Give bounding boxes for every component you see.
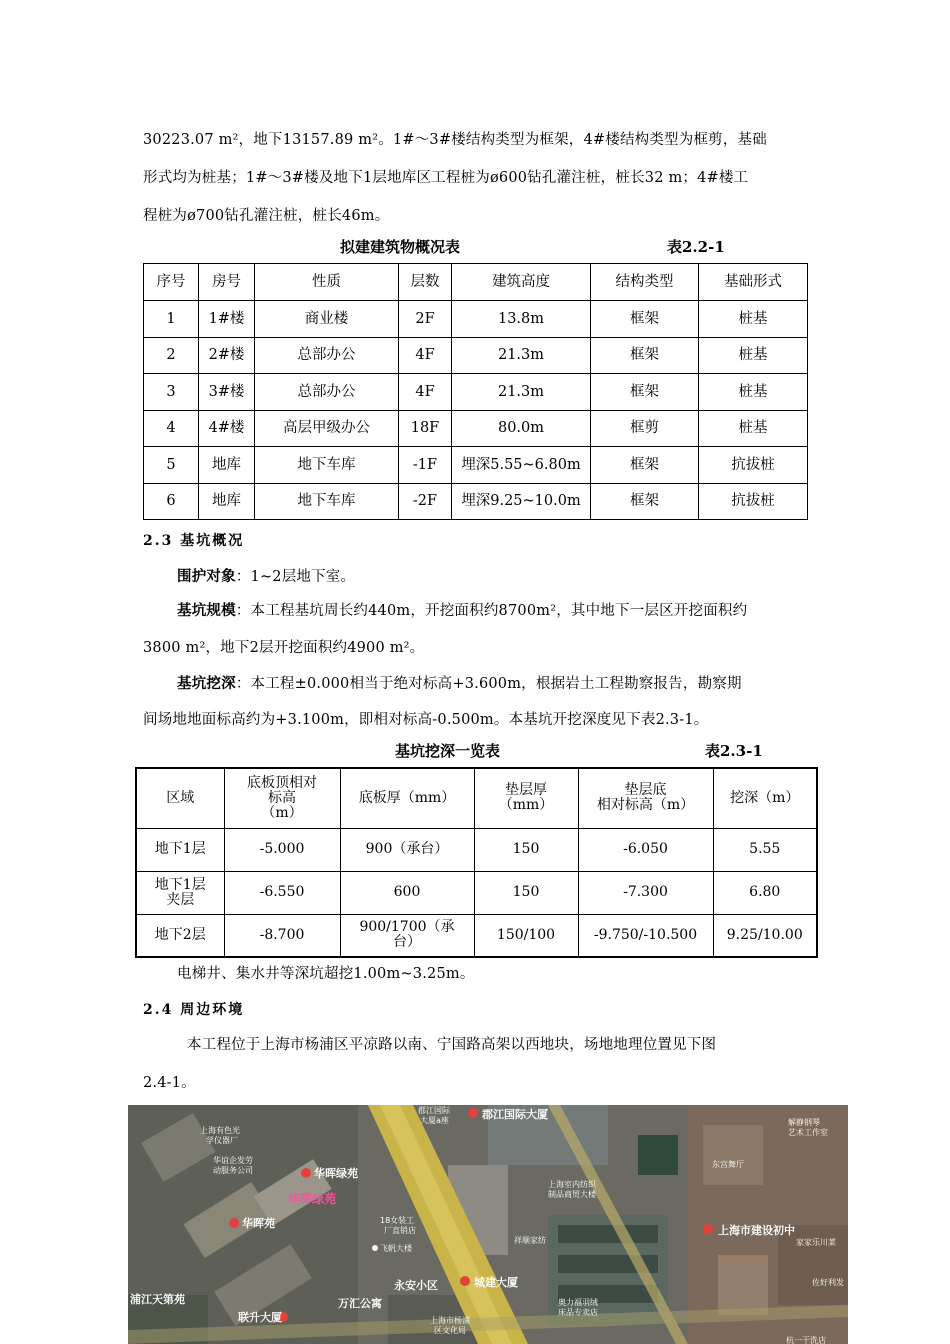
cell-line: 区域 <box>166 789 195 806</box>
cell-line: 600 <box>393 884 421 900</box>
table-cell <box>713 828 817 871</box>
map-label: 艺术工作室 <box>788 1128 828 1137</box>
cell-line: 150/100 <box>496 926 556 943</box>
table-cell <box>224 768 340 828</box>
table1-number: 表2.2-1 <box>667 238 725 256</box>
table-cell: 4F <box>399 337 452 374</box>
cell-line: 地下1层 <box>154 876 206 893</box>
map-label: 华晖苑 <box>242 1217 275 1230</box>
protection-target-label: 围护对象 <box>177 568 236 585</box>
table-cell: 6 <box>144 483 199 520</box>
table-cell <box>224 828 340 871</box>
map-label: 杭一干洗店 <box>786 1336 826 1344</box>
table-cell: -2F <box>399 483 452 520</box>
table-header-cell: 房号 <box>199 264 255 301</box>
map-label: 厂直销店 <box>384 1226 416 1235</box>
table-header-cell: 结构类型 <box>591 264 699 301</box>
cell-line: 900/1700（承 <box>359 919 455 936</box>
table-cell <box>578 828 713 871</box>
pit-scale-line-2: 3800 m²，地下2层开挖面积约4900 m²。 <box>143 640 425 656</box>
table-row <box>144 337 808 374</box>
cell-line: -7.300 <box>623 884 668 900</box>
map-label: 祥顺家纺 <box>514 1236 546 1245</box>
table-cell <box>224 871 340 914</box>
cell-line: -9.750/-10.500 <box>593 926 698 943</box>
table-row <box>136 828 817 871</box>
map-label: 万汇公寓 <box>338 1297 382 1310</box>
table-cell: 21.3m <box>452 374 591 411</box>
map-label: 学仪器厂 <box>206 1136 238 1145</box>
satellite-image <box>128 1105 848 1344</box>
table-cell: 4F <box>399 374 452 411</box>
table-row <box>144 447 808 484</box>
table-cell: 桩基 <box>699 337 808 374</box>
table-cell: 框架 <box>591 301 699 338</box>
table-cell: 2 <box>144 337 199 374</box>
table-cell: 框架 <box>591 337 699 374</box>
table-row <box>144 410 808 447</box>
map-label: 解静钢琴 <box>788 1118 820 1127</box>
cell-line: （m） <box>261 804 303 821</box>
map-label: 制品商贸大楼 <box>548 1190 596 1199</box>
map-label: 床品专卖店 <box>558 1308 598 1317</box>
table-cell: 1#楼 <box>199 301 255 338</box>
table-cell: 4#楼 <box>199 410 255 447</box>
map-label: 上海室内纺织 <box>548 1180 596 1189</box>
table-cell: 5 <box>144 447 199 484</box>
pit-scale-paragraph <box>177 599 747 620</box>
table-cell: 3#楼 <box>199 374 255 411</box>
cell-line: 标高 <box>268 789 296 806</box>
table-cell: 抗拔桩 <box>699 483 808 520</box>
pit-depth-table <box>135 767 818 958</box>
table-cell: 21.3m <box>452 337 591 374</box>
table-cell: 总部办公 <box>255 337 399 374</box>
table-cell: 地库 <box>199 447 255 484</box>
cell-line: -5.000 <box>259 841 305 857</box>
table-cell <box>340 768 474 828</box>
map-label: 华谊企发劳 <box>213 1156 253 1165</box>
table-cell <box>713 768 817 828</box>
pit-depth-text: ：本工程±0.000相当于绝对标高+3.600m，根据岩土工程勘察报告，勘察期 <box>235 676 742 692</box>
poi-marker-icon <box>460 1276 470 1286</box>
map-label: 联升大厦 <box>238 1311 282 1324</box>
poi-marker-icon <box>703 1224 713 1234</box>
table-header-row <box>136 768 817 828</box>
table-cell: 4 <box>144 410 199 447</box>
cell-line: 台） <box>393 934 421 951</box>
table-cell: 总部办公 <box>255 374 399 411</box>
table1-title: 拟建建筑物概况表 <box>340 238 461 256</box>
table-header-cell: 序号 <box>144 264 199 301</box>
cell-line: 底板顶相对 <box>247 774 317 791</box>
map-label: 动服务公司 <box>213 1166 253 1175</box>
table-cell: 框架 <box>591 374 699 411</box>
table2-title: 基坑挖深一览表 <box>395 742 501 760</box>
map-label: 家家乐川菜 <box>796 1238 836 1247</box>
table-header-cell: 基础形式 <box>699 264 808 301</box>
map-label: 上海有色光 <box>200 1126 240 1135</box>
table-cell <box>713 871 817 914</box>
cell-line: 5.55 <box>749 841 781 857</box>
cell-line: （mm） <box>498 797 554 814</box>
poi-marker-icon <box>372 1245 378 1251</box>
cell-line: 9.25/10.00 <box>726 926 803 943</box>
intro-line-3: 程桩为ø700钻孔灌注桩，桩长46m。 <box>143 208 390 224</box>
map-label: 上海市建设初中 <box>718 1224 795 1237</box>
poi-marker-icon <box>468 1108 478 1118</box>
map-label: 郡江国际 <box>418 1106 450 1115</box>
table-header-row <box>144 264 808 301</box>
surroundings-line-1: 本工程位于上海市杨浦区平凉路以南、宁国路高架以西地块，场地地理位置见下图 <box>187 1037 717 1053</box>
cell-line: 垫层厚 <box>505 782 547 799</box>
table-cell: 框架 <box>591 483 699 520</box>
table-row <box>144 483 808 520</box>
table-header-cell: 层数 <box>399 264 452 301</box>
table-cell: 桩基 <box>699 301 808 338</box>
table-cell: 桩基 <box>699 374 808 411</box>
intro-line-2: 形式均为桩基；1#～3#楼及地下1层地库区工程桩为ø600钻孔灌注桩，桩长32 m；4#楼工 <box>143 170 749 186</box>
table-cell: 地下车库 <box>255 483 399 520</box>
table-cell <box>474 768 578 828</box>
table2-number: 表2.3-1 <box>705 742 763 760</box>
table-cell <box>578 871 713 914</box>
table-cell: 埋深9.25~10.0m <box>452 483 591 520</box>
table-header-cell: 性质 <box>255 264 399 301</box>
table-cell <box>474 914 578 957</box>
pit-depth-paragraph <box>177 672 742 693</box>
pit-scale-text: ：本工程基坑周长约440m，开挖面积约8700m²，其中地下一层区开挖面积约 <box>235 603 748 619</box>
table-cell: 18F <box>399 410 452 447</box>
map-label: 华晖绿苑 <box>314 1167 358 1180</box>
cell-line: 地下2层 <box>154 926 206 943</box>
table-cell: -1F <box>399 447 452 484</box>
pit-depth-label: 基坑挖深 <box>177 675 236 692</box>
table-row <box>144 374 808 411</box>
table-cell: 桩基 <box>699 410 808 447</box>
table-cell: 13.8m <box>452 301 591 338</box>
table-cell <box>474 828 578 871</box>
cell-line: -6.050 <box>623 841 668 857</box>
cell-line: -6.550 <box>259 884 305 900</box>
table-cell: 地库 <box>199 483 255 520</box>
table-cell <box>224 914 340 957</box>
table-cell: 商业楼 <box>255 301 399 338</box>
table-cell: 高层甲级办公 <box>255 410 399 447</box>
table-cell <box>136 914 224 957</box>
table-header-cell: 建筑高度 <box>452 264 591 301</box>
cell-line: -8.700 <box>259 926 305 943</box>
map-label: 奥力福羽绒 <box>558 1298 598 1307</box>
map-label: 18女装工 <box>380 1216 415 1225</box>
map-label: 华晖绿苑 <box>288 1192 337 1206</box>
cell-line: 150 <box>512 884 540 900</box>
table-cell <box>713 914 817 957</box>
table-row <box>136 914 817 957</box>
intro-line-1: 30223.07 m²，地下13157.89 m²。1#～3#楼结构类型为框架，4#楼结构类型为框剪，基础 <box>143 132 767 148</box>
table-cell <box>136 871 224 914</box>
cell-line: 挖深（m） <box>730 789 800 806</box>
table2-note: 电梯井、集水井等深坑超挖1.00m~3.25m。 <box>177 966 475 982</box>
table-cell: 80.0m <box>452 410 591 447</box>
table-cell <box>578 914 713 957</box>
table-cell <box>136 828 224 871</box>
map-label: 浦江天第苑 <box>130 1293 185 1306</box>
cell-line: 夹层 <box>166 891 195 908</box>
table-cell <box>340 828 474 871</box>
pit-depth-line-2: 间场地地面标高约为+3.100m，即相对标高-0.500m。本基坑开挖深度见下表2.3-1。 <box>143 712 709 728</box>
table-cell: 框架 <box>591 447 699 484</box>
table-cell <box>474 871 578 914</box>
map-label: 区文化局 <box>434 1326 466 1335</box>
table-row <box>136 871 817 914</box>
section-2-4-heading: 2.4 周边环境 <box>143 1002 245 1018</box>
surroundings-line-2: 2.4-1。 <box>143 1075 196 1091</box>
poi-marker-icon <box>229 1218 239 1228</box>
table-cell: 3 <box>144 374 199 411</box>
table-cell: 1 <box>144 301 199 338</box>
map-label: 城建大厦 <box>474 1276 518 1289</box>
map-label: 永安小区 <box>394 1279 438 1292</box>
cell-line: 底板厚（mm） <box>358 789 456 806</box>
table-row <box>144 301 808 338</box>
building-overview-table <box>143 263 808 520</box>
table-cell: 2F <box>399 301 452 338</box>
site-location-map <box>128 1105 848 1344</box>
map-label: 上海市杨浦 <box>430 1316 470 1325</box>
table-cell: 地下车库 <box>255 447 399 484</box>
table-cell: 2#楼 <box>199 337 255 374</box>
map-label: 郡江国际大厦 <box>482 1108 548 1121</box>
cell-line: 垫层底 <box>624 782 667 799</box>
table-cell: 抗拔桩 <box>699 447 808 484</box>
poi-marker-icon <box>301 1168 311 1178</box>
pit-scale-label: 基坑规模 <box>177 602 236 619</box>
cell-line: 6.80 <box>749 884 781 900</box>
map-label: 佐好利发 <box>812 1278 844 1287</box>
cell-line: 相对标高（m） <box>596 797 695 814</box>
cell-line: 地下1层 <box>154 841 206 857</box>
section-2-3-heading: 2.3 基坑概况 <box>143 533 245 549</box>
protection-target-text: ：1~2层地下室。 <box>235 569 356 585</box>
table-cell <box>136 768 224 828</box>
table-cell: 埋深5.55~6.80m <box>452 447 591 484</box>
cell-line: 150 <box>512 841 540 857</box>
table-cell <box>340 914 474 957</box>
map-label: 大厦a座 <box>420 1116 449 1125</box>
table-cell <box>578 768 713 828</box>
cell-line: 900（承台） <box>365 841 449 857</box>
table-cell: 框剪 <box>591 410 699 447</box>
table-cell <box>340 871 474 914</box>
protection-target-paragraph <box>177 565 355 586</box>
map-label: 东宫舞厅 <box>712 1160 744 1169</box>
map-label: 飞帆大楼 <box>380 1244 412 1253</box>
